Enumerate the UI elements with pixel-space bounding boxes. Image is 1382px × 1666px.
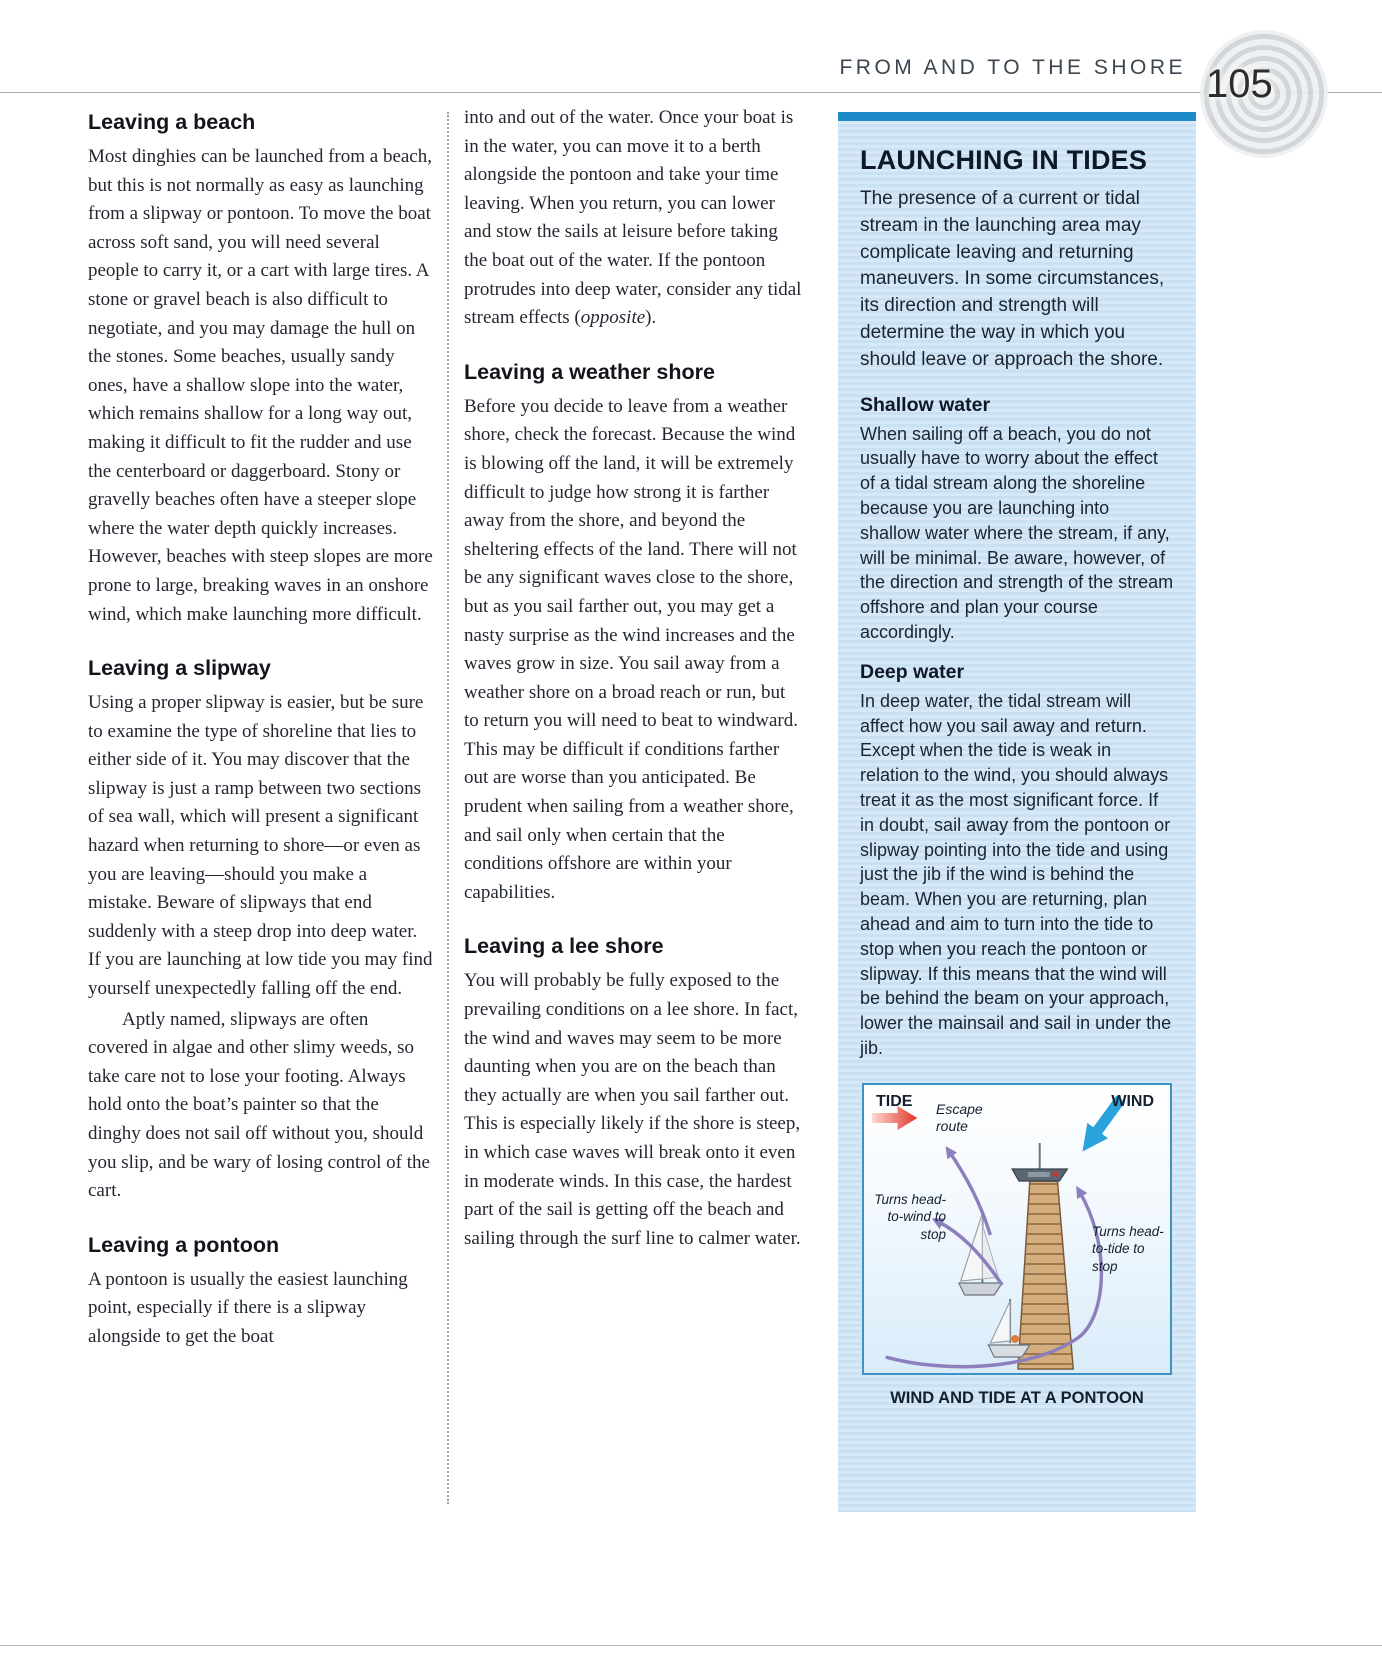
paragraph: Before you decide to leave from a weather shore, check the forecast. Because the wind is blowing off the land, it will be extremely difficult to judge how strong it is farther away from the shore, and beyond the sheltering effects of the land. There will not be any significant waves close to the shore, but as you sail farther out, you may get a nasty surprise as the wind increases and the waves grow in size. You sail away from a weather shore on a broad reach or run, but to return you will need to beat to windward. This may be difficult if conditions farther out are worse than you anticipated. Be prudent when sailing from a weather shore, and sail only when certain that the conditions offshore are within your capabilities. bbox=[464, 395, 799, 903]
paragraph-text: ). bbox=[645, 307, 657, 329]
paragraph: Using a proper slipway is easier, but be sure to examine the type of shoreline that lies to either side of it. You may discover that the slipway is just a ramp between two sections of sea wall, which will present a significant hazard when returning to shore—or even as you are leaving—should you make a mistake. Beware of slipways that end suddenly with a steep drop into deep water. If you are launching at low tide you may find yourself unexpectedly falling off the end. bbox=[88, 692, 433, 1000]
turns-head-to-wind-label: Turns head-to-wind to stop bbox=[874, 1191, 946, 1242]
running-head: FROM AND TO THE SHORE bbox=[839, 56, 1186, 79]
sidebar-launching-in-tides bbox=[838, 112, 1196, 1512]
sidebar-heading-deep-water: Deep water bbox=[860, 660, 965, 683]
tide-label: TIDE bbox=[876, 1092, 913, 1110]
paragraph-text: into and out of the water. Once your boat is in the water, you can move it to a berth alongside the pontoon and take your time leaving. When you return, you can lower and stow the sails at leisure before taking the boat out of the water. If the pontoon protrudes into deep water, consider any tidal stream effects ( bbox=[464, 107, 802, 329]
moored-dinghy bbox=[1012, 1143, 1067, 1181]
sidebar-paragraph: In deep water, the tidal stream will affect how you sail away and return. Except when the tide is weak in relation to the wind, you should always treat it as the most significant force. If in doubt, sail away from the pontoon or slipway pointing into the tide and using just the jib if the wind is behind the beam. When you are returning, plan ahead and aim to turn into the tide to stop when you reach the pontoon or slipway. If this means that the wind will be behind the beam on your approach, lower the mainsail and sail in under the jib. bbox=[860, 690, 1172, 1058]
dotted-column-separator bbox=[447, 112, 449, 1504]
section-heading-leaving-a-pontoon: Leaving a pontoon bbox=[88, 1232, 280, 1257]
section-heading-leaving-a-beach: Leaving a beach bbox=[88, 110, 256, 134]
italic-cross-reference: opposite bbox=[580, 307, 646, 329]
sailboat-escaping bbox=[959, 1211, 1002, 1295]
pontoon bbox=[1018, 1181, 1073, 1369]
column-1 bbox=[88, 104, 433, 1354]
wind-tide-diagram bbox=[862, 1083, 1172, 1375]
paragraph: A pontoon is usually the easiest launching point, especially if there is a slipway alongside to get the boat bbox=[88, 1268, 408, 1347]
paragraph-continuation bbox=[464, 104, 804, 333]
header-rule bbox=[0, 92, 1382, 93]
footer-rule bbox=[0, 1645, 1382, 1646]
paragraph: Most dinghies can be launched from a beach, but this is not normally as easy as launching from a slipway or pontoon. To move the boat across soft sand, you will need several people to carry it, or a cart with large tires. A stone or gravel beach is also difficult to negotiate, and you may damage the hull on the stones. Some beaches, usually sandy ones, have a shallow slope into the water, which remains shallow for a long way out, making it difficult to fit the rudder and use the centerboard or daggerboard. Stony or gravelly beaches often have a steeper slope where the water depth quickly increases. However, beaches with steep slopes are more prone to large, breaking waves in an onshore wind, which make launching more difficult. bbox=[88, 146, 433, 625]
page-number: 105 bbox=[1206, 62, 1273, 106]
diagram-caption: WIND AND TIDE AT A PONTOON bbox=[890, 1388, 1144, 1407]
wind-label: WIND bbox=[1111, 1092, 1154, 1110]
sidebar-heading-shallow-water: Shallow water bbox=[860, 393, 991, 416]
section-heading-leaving-a-lee-shore: Leaving a lee shore bbox=[464, 934, 664, 959]
section-heading-leaving-a-weather-shore: Leaving a weather shore bbox=[464, 359, 715, 384]
turns-head-to-tide-label: Turns head-to-tide to stop bbox=[1092, 1223, 1164, 1274]
escape-route-arrow bbox=[949, 1151, 990, 1235]
paragraph: Aptly named, slipways are often covered in algae and other slimy weeds, so take care not to lose your footing. Always hold onto the boat’s painter so that the dinghy does not sail off without you, should you slip, and be wary of losing control of the cart. bbox=[88, 1008, 430, 1202]
sidebar-paragraph: When sailing off a beach, you do not usually have to worry about the effect of a tidal stream along the shoreline because you are launching into shallow water where the stream, if any, will be minimal. Be aware, however, of the direction and strength of the stream offshore and plan your course accordingly. bbox=[860, 423, 1174, 642]
sidebar-title: LAUNCHING IN TIDES bbox=[860, 145, 1148, 175]
sidebar-intro: The presence of a current or tidal stream in the launching area may complicate leaving and returning maneuvers. In some circumstances, its direction and strength will determine the way in which you should leave or approach the shore. bbox=[860, 188, 1165, 370]
section-heading-leaving-a-slipway: Leaving a slipway bbox=[88, 656, 271, 681]
column-2 bbox=[464, 104, 804, 1255]
paragraph: You will probably be fully exposed to the prevailing conditions on a lee shore. In fact, the wind and waves may seem to be more daunting when you are on the beach than they actually are when you sail farther out. This is especially likely if the shore is steep, in which case waves will break onto it even in moderate winds. In this case, the hardest part of the sail is getting off the beach and sailing through the surf line to calmer water. bbox=[464, 970, 801, 1249]
escape-route-label: Escape route bbox=[936, 1100, 983, 1134]
